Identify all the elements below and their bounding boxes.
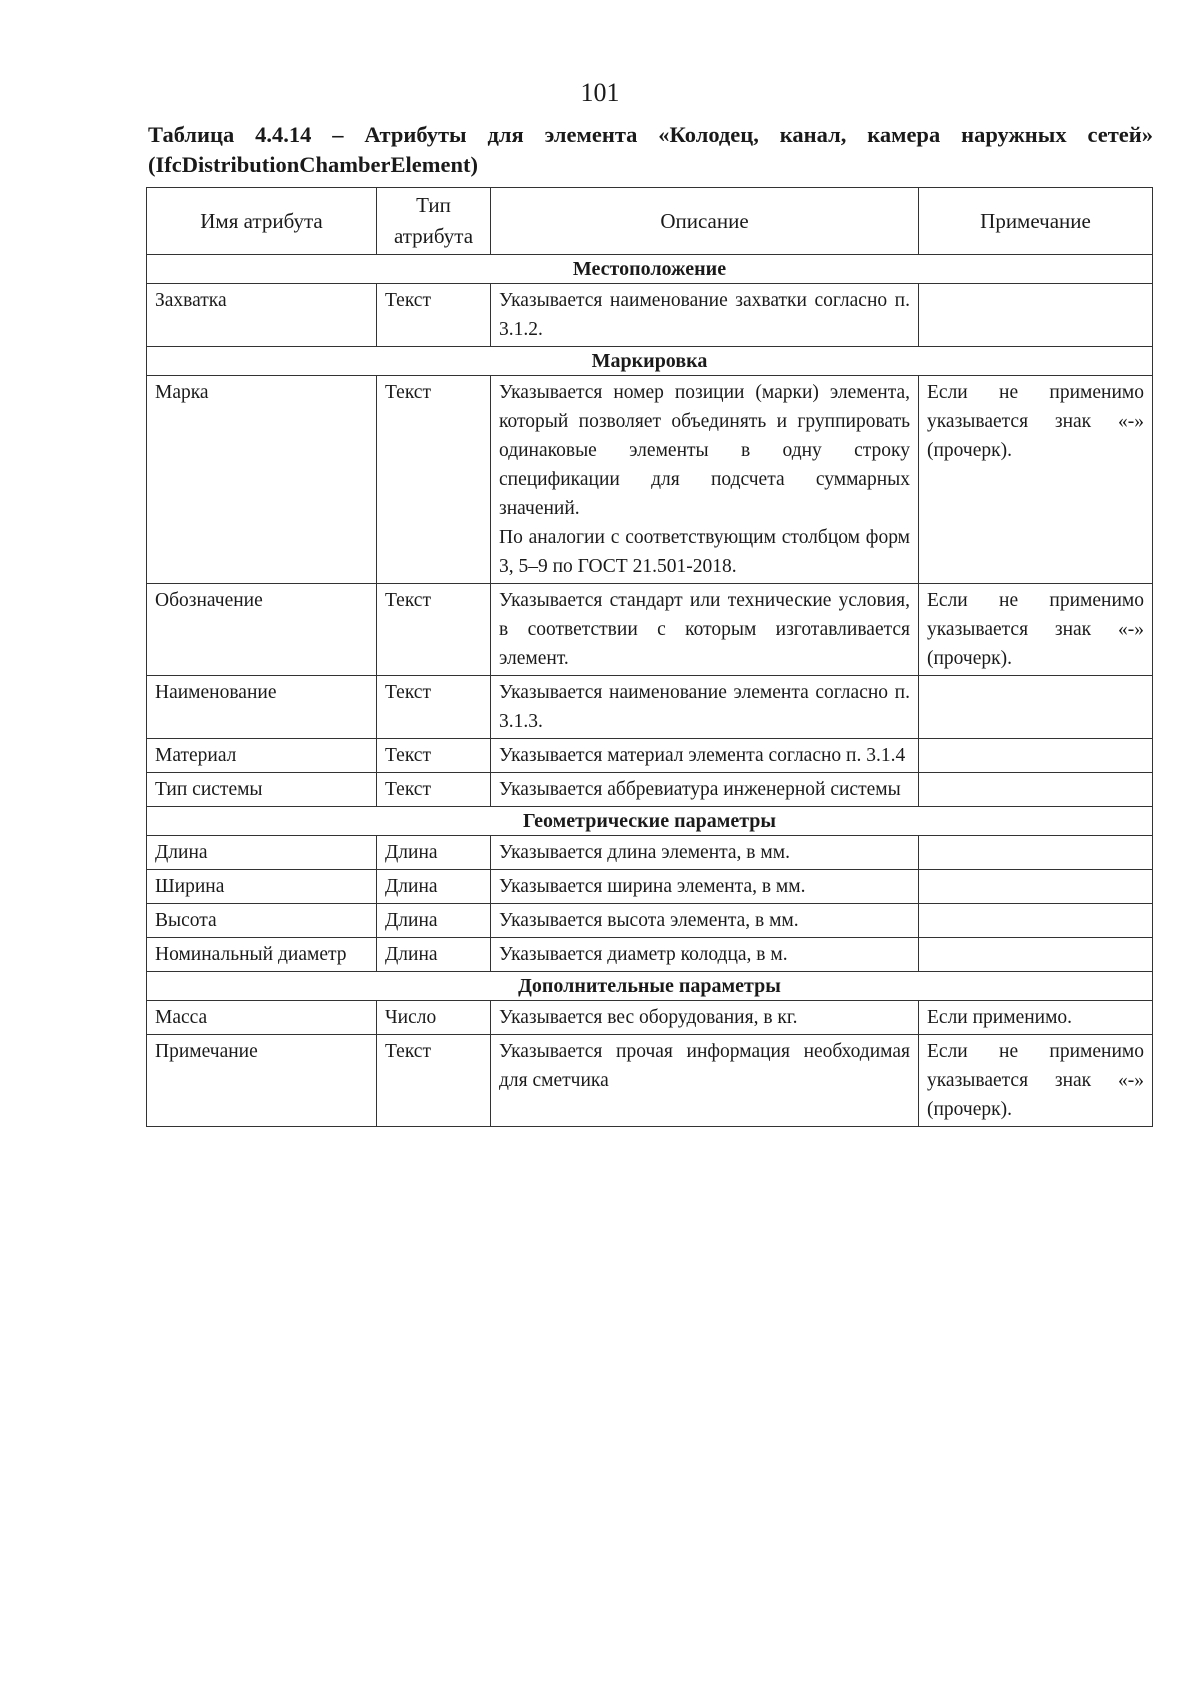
cell-attribute-name: Тип системы (147, 773, 377, 807)
cell-description (491, 904, 919, 938)
table-row (147, 836, 1153, 870)
cell-attribute-name: Длина (147, 836, 377, 870)
cell-attribute-name: Марка (147, 376, 377, 584)
cell-attribute-name: Наименование (147, 676, 377, 739)
cell-attribute-type: Текст (377, 376, 491, 584)
description-paragraph: Указывается наименование элемента согласно п. 3.1.3. (499, 682, 910, 732)
header-attribute-name: Имя атрибута (147, 188, 377, 255)
description-paragraph: Указывается прочая информация необходимая для сметчика (499, 1041, 910, 1091)
cell-attribute-name: Номинальный диаметр (147, 938, 377, 972)
cell-note (919, 870, 1153, 904)
cell-attribute-type: Число (377, 1001, 491, 1035)
description-paragraph: По аналогии с соответствующим столбцом форм 3, 5–9 по ГОСТ 21.501-2018. (499, 527, 910, 577)
cell-attribute-type: Длина (377, 938, 491, 972)
cell-attribute-type: Длина (377, 836, 491, 870)
description-paragraph: Указывается наименование захватки согласно п. 3.1.2. (499, 290, 910, 340)
cell-attribute-type: Длина (377, 870, 491, 904)
header-attribute-type: Тип атрибута (377, 188, 491, 255)
section-row (147, 807, 1153, 836)
cell-note: Если применимо. (919, 1001, 1153, 1035)
section-title: Геометрические параметры (147, 807, 1153, 836)
cell-note (919, 739, 1153, 773)
section-row (147, 972, 1153, 1001)
description-paragraph: Указывается ширина элемента, в мм. (499, 876, 806, 897)
cell-note (919, 904, 1153, 938)
section-title: Дополнительные параметры (147, 972, 1153, 1001)
table-row (147, 739, 1153, 773)
cell-note (919, 676, 1153, 739)
attributes-table (146, 187, 1153, 1127)
cell-attribute-type: Текст (377, 284, 491, 347)
cell-attribute-name: Ширина (147, 870, 377, 904)
cell-note (919, 938, 1153, 972)
table-row (147, 376, 1153, 584)
cell-note (919, 773, 1153, 807)
cell-attribute-type: Текст (377, 1035, 491, 1127)
description-paragraph: Указывается материал элемента согласно п. 3.1.4 (499, 745, 906, 766)
section-title: Маркировка (147, 347, 1153, 376)
table-row (147, 870, 1153, 904)
cell-description (491, 376, 919, 584)
cell-attribute-name: Высота (147, 904, 377, 938)
table-row (147, 584, 1153, 676)
cell-description (491, 284, 919, 347)
table-row (147, 904, 1153, 938)
table-caption (148, 120, 1153, 180)
cell-note: Если не применимо указывается знак «-» (прочерк). (919, 1035, 1153, 1127)
description-paragraph: Указывается диаметр колодца, в м. (499, 944, 788, 965)
cell-description (491, 836, 919, 870)
table-header-row (147, 188, 1153, 255)
cell-attribute-name: Примечание (147, 1035, 377, 1127)
cell-description (491, 870, 919, 904)
cell-attribute-type: Текст (377, 584, 491, 676)
page-number: 101 (580, 78, 620, 107)
caption-line-2: (IfcDistributionChamberElement) (148, 152, 478, 177)
cell-description (491, 1001, 919, 1035)
cell-description (491, 938, 919, 972)
table-row (147, 676, 1153, 739)
table-row (147, 1035, 1153, 1127)
cell-attribute-name: Обозначение (147, 584, 377, 676)
cell-note (919, 284, 1153, 347)
cell-attribute-type: Текст (377, 676, 491, 739)
description-paragraph: Указывается номер позиции (марки) элемента, который позволяет объединять и группировать одинаковые элементы в одну строку спецификации для подсчета суммарных значений. (499, 382, 910, 519)
cell-attribute-name: Материал (147, 739, 377, 773)
description-paragraph: Указывается высота элемента, в мм. (499, 910, 799, 931)
cell-attribute-name: Масса (147, 1001, 377, 1035)
table-body (147, 255, 1153, 1127)
cell-description (491, 773, 919, 807)
header-description: Описание (491, 188, 919, 255)
section-title: Местоположение (147, 255, 1153, 284)
description-paragraph: Указывается аббревиатура инженерной системы (499, 779, 901, 800)
section-row (147, 255, 1153, 284)
description-paragraph: Указывается длина элемента, в мм. (499, 842, 790, 863)
table-row (147, 938, 1153, 972)
cell-description (491, 739, 919, 773)
cell-note (919, 836, 1153, 870)
cell-description (491, 676, 919, 739)
header-note: Примечание (919, 188, 1153, 255)
description-paragraph: Указывается стандарт или технические условия, в соответствии с которым изготавливается элемент. (499, 590, 910, 669)
description-paragraph: Указывается вес оборудования, в кг. (499, 1007, 798, 1028)
section-row (147, 347, 1153, 376)
table-row (147, 284, 1153, 347)
table-row (147, 1001, 1153, 1035)
cell-attribute-type: Длина (377, 904, 491, 938)
cell-description (491, 584, 919, 676)
caption-line-1: Таблица 4.4.14 – Атрибуты для элемента «Колодец, канал, камера наружных сетей» (148, 122, 1153, 147)
table-row (147, 773, 1153, 807)
cell-note: Если не применимо указывается знак «-» (прочерк). (919, 376, 1153, 584)
cell-attribute-type: Текст (377, 739, 491, 773)
cell-attribute-name: Захватка (147, 284, 377, 347)
cell-note: Если не применимо указывается знак «-» (прочерк). (919, 584, 1153, 676)
cell-description (491, 1035, 919, 1127)
cell-attribute-type: Текст (377, 773, 491, 807)
